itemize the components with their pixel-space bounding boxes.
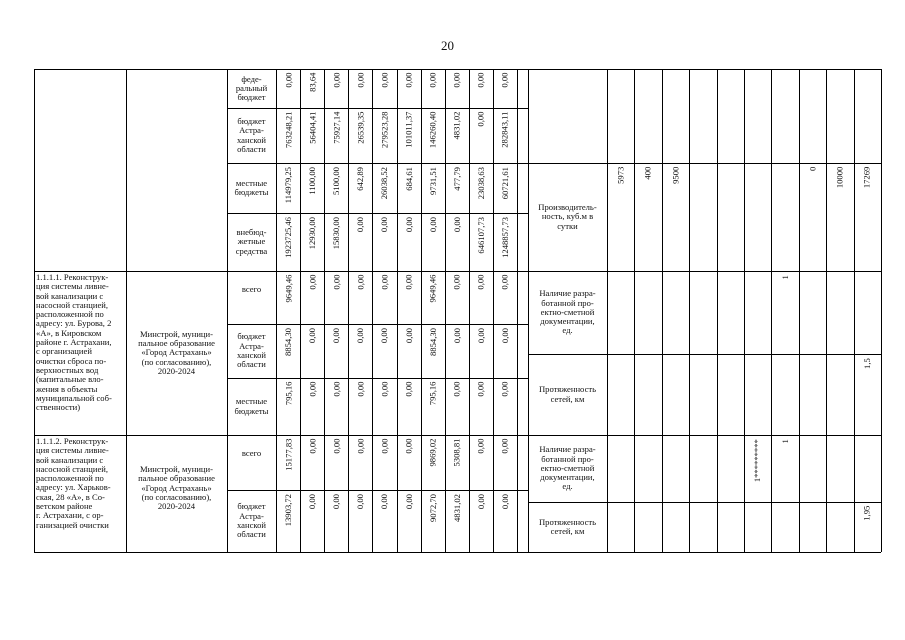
value-cell: 642,89 [355,166,366,191]
value-cell: 0,00 [499,493,510,510]
value-cell: 795,16 [427,381,438,406]
value-cell: 0,00 [307,438,318,455]
value-cell: 0,00 [331,381,342,398]
value-cell: 9649,46 [427,274,438,303]
value-cell: 5100,00 [331,166,342,195]
value-cell: 4831,02 [451,111,462,140]
rule [826,69,827,552]
value-cell: 0,00 [379,72,390,89]
page-number: 20 [441,38,454,53]
value-cell: 26038,52 [379,166,390,200]
value-cell: 9072,70 [427,493,438,522]
value-cell: 0,00 [475,493,486,510]
value-cell: 0,00 [499,274,510,291]
value-cell: 0,00 [379,216,390,233]
value-cell: 0,00 [451,381,462,398]
financing-table [34,69,881,552]
value-cell: 0,00 [331,438,342,455]
event-title: 1.1.1.1. Реконструк- ция системы ливне- вой канализации с насосной станцией, расположенной по адресу: ул. Бурова, 2 «А», в Кировском районе г. Астрахани, с организацией очистки сброса по- верхностных вод (капитальные вло- жения в объекты муниципальной соб- ственности) [36,272,112,413]
indicator-name: Наличие разра- ботанной про- ектно-сметной документации, ед. [539,288,596,336]
row-label: всего [241,284,262,294]
value-cell: 0,00 [379,274,390,291]
value-cell: 0,00 [499,327,510,344]
value-cell: 0,00 [451,72,462,89]
value-cell: 146260,40 [427,111,438,149]
value-cell: 1248857,73 [499,216,510,258]
value-cell: 0,00 [403,327,414,344]
indicator-value: 10000 [834,166,845,189]
value-cell: 279523,28 [379,111,390,149]
value-cell: 0,00 [403,216,414,233]
value-cell: 0,00 [451,274,462,291]
value-cell: 9731,51 [427,166,438,195]
indicator-value: 5973 [614,166,625,185]
value-cell: 0,00 [403,72,414,89]
indicator-value: 1,95 [861,505,872,522]
value-cell: 0,00 [475,72,486,89]
indicator-name: Наличие разра- ботанной про- ектно-сметной документации, ед. [539,444,596,492]
rule [689,69,690,552]
value-cell: 0,00 [355,381,366,398]
value-cell: 0,00 [403,274,414,291]
value-cell: 0,00 [475,381,486,398]
value-cell: 0,00 [379,438,390,455]
value-cell: 0,00 [451,216,462,233]
value-cell: 0,00 [331,493,342,510]
rule [634,69,635,552]
rule [607,69,608,552]
row-label: бюджет Астра- ханской области [236,331,267,370]
value-cell: 1923725,46 [283,216,293,258]
value-cell: 13903,72 [283,493,293,527]
value-cell: 1100,00 [307,166,318,195]
indicator-value: 1********* [751,438,762,482]
value-cell: 75927,14 [331,111,342,145]
value-cell: 83,64 [307,72,318,93]
event-executor: Минстрой, муници- пальное образование «Город Астрахань» (по согласованию), 2020-2024 [138,464,215,512]
indicator-value: 400 [642,166,653,180]
value-cell: 0,00 [355,327,366,344]
row-label: местные бюджеты [234,177,269,197]
value-cell: 0,00 [499,438,510,455]
indicator-name: Протяженность сетей, км [538,384,597,404]
value-cell: 0,00 [475,111,486,128]
value-cell: 15830,00 [331,216,342,250]
indicator-name: Протяженность сетей, км [538,516,597,536]
rule [717,69,718,552]
value-cell: 4831,02 [451,493,462,522]
value-cell: 0,00 [379,381,390,398]
value-cell: 0,00 [379,493,390,510]
value-cell: 12930,00 [307,216,318,250]
value-cell: 60721,61 [499,166,510,200]
value-cell: 23038,63 [475,166,486,200]
value-cell: 477,79 [451,166,462,191]
value-cell: 0,00 [331,327,342,344]
indicator-value: 1,5 [861,357,872,369]
value-cell: 0,00 [499,72,510,89]
rule [662,69,663,552]
value-cell: 0,00 [499,381,510,398]
value-cell: 0,00 [403,438,414,455]
value-cell: 0,00 [475,274,486,291]
row-label: внебюд- жетные средства [235,227,268,256]
value-cell: 26539,35 [355,111,366,145]
indicator-value: 17269 [861,166,872,189]
value-cell: 763248,21 [283,111,293,149]
value-cell: 114979,25 [283,166,293,204]
value-cell: 0,00 [427,72,438,89]
value-cell: 0,00 [355,216,366,233]
value-cell: 9649,46 [283,274,293,303]
value-cell: 0,00 [355,493,366,510]
value-cell: 0,00 [331,274,342,291]
value-cell: 0,00 [379,327,390,344]
rule [881,69,882,552]
value-cell: 0,00 [355,438,366,455]
row-label: местные бюджеты [234,396,269,416]
value-cell: 282843,11 [499,111,510,149]
value-cell: 8854,30 [283,327,293,356]
indicator-value: 1 [779,274,790,280]
value-cell: 8854,30 [427,327,438,356]
value-cell: 0,00 [475,327,486,344]
value-cell: 0,00 [307,274,318,291]
value-cell: 684,61 [403,166,414,191]
rule [528,69,881,70]
value-cell: 0,00 [283,72,293,89]
value-cell: 0,00 [307,381,318,398]
event-title: 1.1.1.2. Реконструк- ция системы ливне- вой канализации с насосной станцией, расположенной по адресу: ул. Харьков- ская, 28 «А», в Со- ветском районе г. Астрахани, с ор- ганизацией очистки [36,436,111,530]
indicator-value: 0 [806,166,817,172]
value-cell: 0,00 [403,493,414,510]
event-executor: Минстрой, муници- пальное образование «Город Астрахань» (по согласованию), 2020-2024 [138,328,215,376]
rule [517,69,518,552]
row-label: всего [241,448,262,458]
value-cell: 0,00 [475,438,486,455]
value-cell: 0,00 [307,493,318,510]
rule [854,69,855,552]
value-cell: 0,00 [451,327,462,344]
value-cell: 9869,02 [427,438,438,467]
value-cell: 0,00 [307,327,318,344]
value-cell: 15177,83 [283,438,293,472]
value-cell: 646107,73 [475,216,486,254]
row-label: бюджет Астра- ханской области [236,115,267,154]
indicator-value: 1 [779,438,790,444]
value-cell: 56404,41 [307,111,318,145]
indicator-name: Производитель- ность, куб.м в сутки [538,202,597,231]
row-label: бюджет Астра- ханской области [236,501,267,540]
value-cell: 0,00 [427,216,438,233]
value-cell: 0,00 [355,72,366,89]
value-cell: 0,00 [403,381,414,398]
indicator-value: 9500 [669,166,680,185]
value-cell: 0,00 [355,274,366,291]
value-cell: 5308,81 [451,438,462,467]
row-label: феде- ральный бюджет [235,73,268,103]
value-cell: 795,16 [283,381,293,406]
value-cell: 101011,37 [403,111,414,149]
value-cell: 0,00 [331,72,342,89]
